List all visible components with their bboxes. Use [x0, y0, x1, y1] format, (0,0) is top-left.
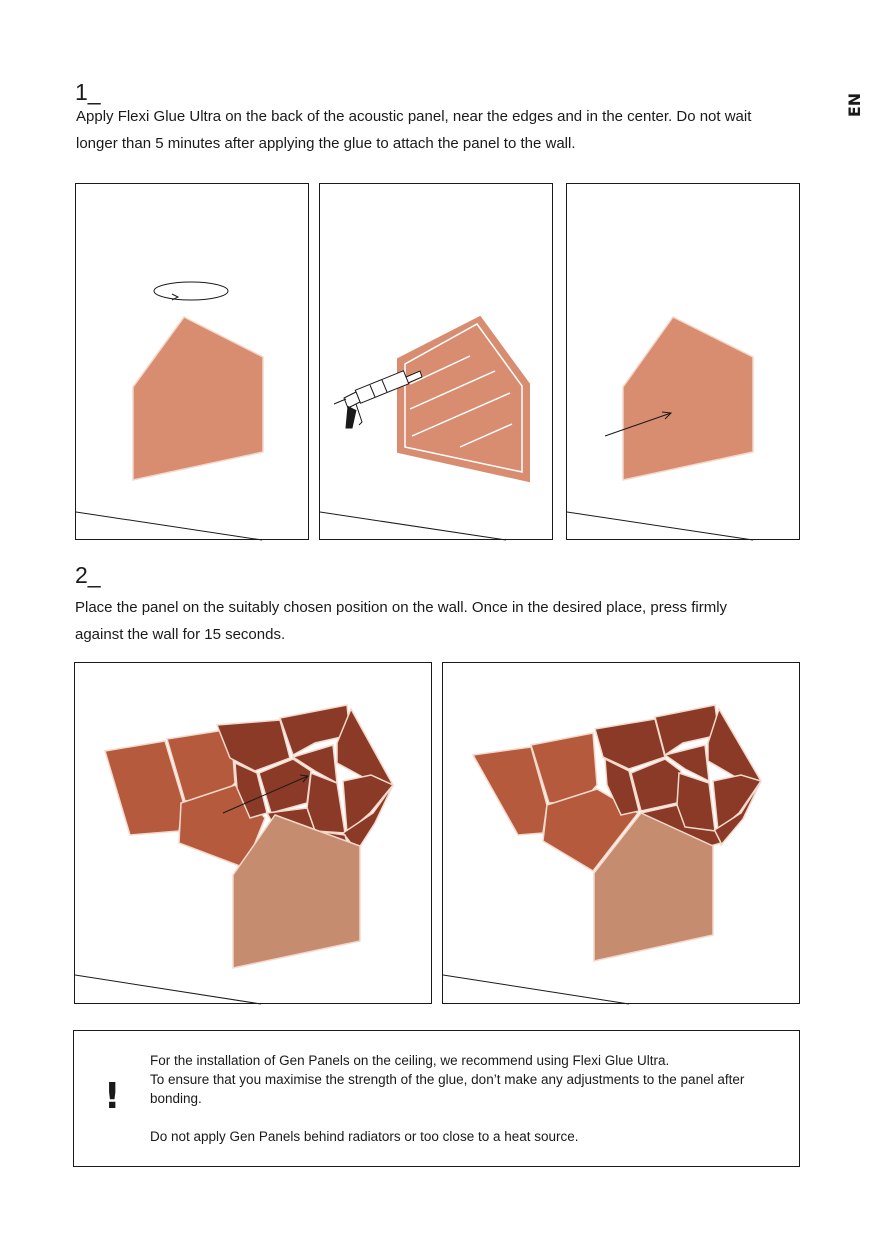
step-2-text: Place the panel on the suitably chosen position on the wall. Once in the desired place, press firmly against the wall for 15 seconds.	[75, 599, 728, 643]
notice-line-heat: Do not apply Gen Panels behind radiators or too close to a heat source.	[150, 1129, 579, 1144]
illustration-final-panel	[442, 662, 800, 1004]
floor-line	[76, 512, 262, 540]
step-1-text: Apply Flexi Glue Ultra on the back of the acoustic panel, near the edges and in the center. Do not wait longer than 5 minutes after applying the glue to attach the panel to the wall.	[76, 108, 752, 152]
notice-box	[73, 1030, 800, 1167]
illustration-glue-apply	[319, 183, 553, 540]
press-panel-drawing	[567, 184, 801, 541]
notice-line-ceiling: For the installation of Gen Panels on the ceiling, we recommend using Flexi Glue Ultra.	[150, 1053, 670, 1068]
language-tag: EN	[845, 92, 864, 118]
exclamation-icon: !	[104, 1076, 121, 1117]
panel-flip-drawing	[76, 184, 310, 541]
illustration-panel-flip	[75, 183, 309, 540]
illustration-position-panel	[74, 662, 432, 1004]
final-panel-drawing	[443, 663, 801, 1005]
rotate-arrow-icon	[154, 282, 228, 300]
illustration-press-panel	[566, 183, 800, 540]
glue-apply-drawing	[320, 184, 554, 541]
acoustic-panel-shape	[623, 317, 753, 480]
step-1-number: 1_	[75, 79, 101, 105]
acoustic-panel-shape	[133, 317, 263, 480]
panel-back-shape	[398, 317, 529, 481]
step-2-number: 2_	[75, 562, 101, 588]
notice-line-adjustments: To ensure that you maximise the strength of the glue, don’t make any adjustments to the panel after bonding.	[150, 1072, 745, 1106]
notice-text	[150, 1051, 790, 1146]
position-panel-drawing	[75, 663, 433, 1005]
